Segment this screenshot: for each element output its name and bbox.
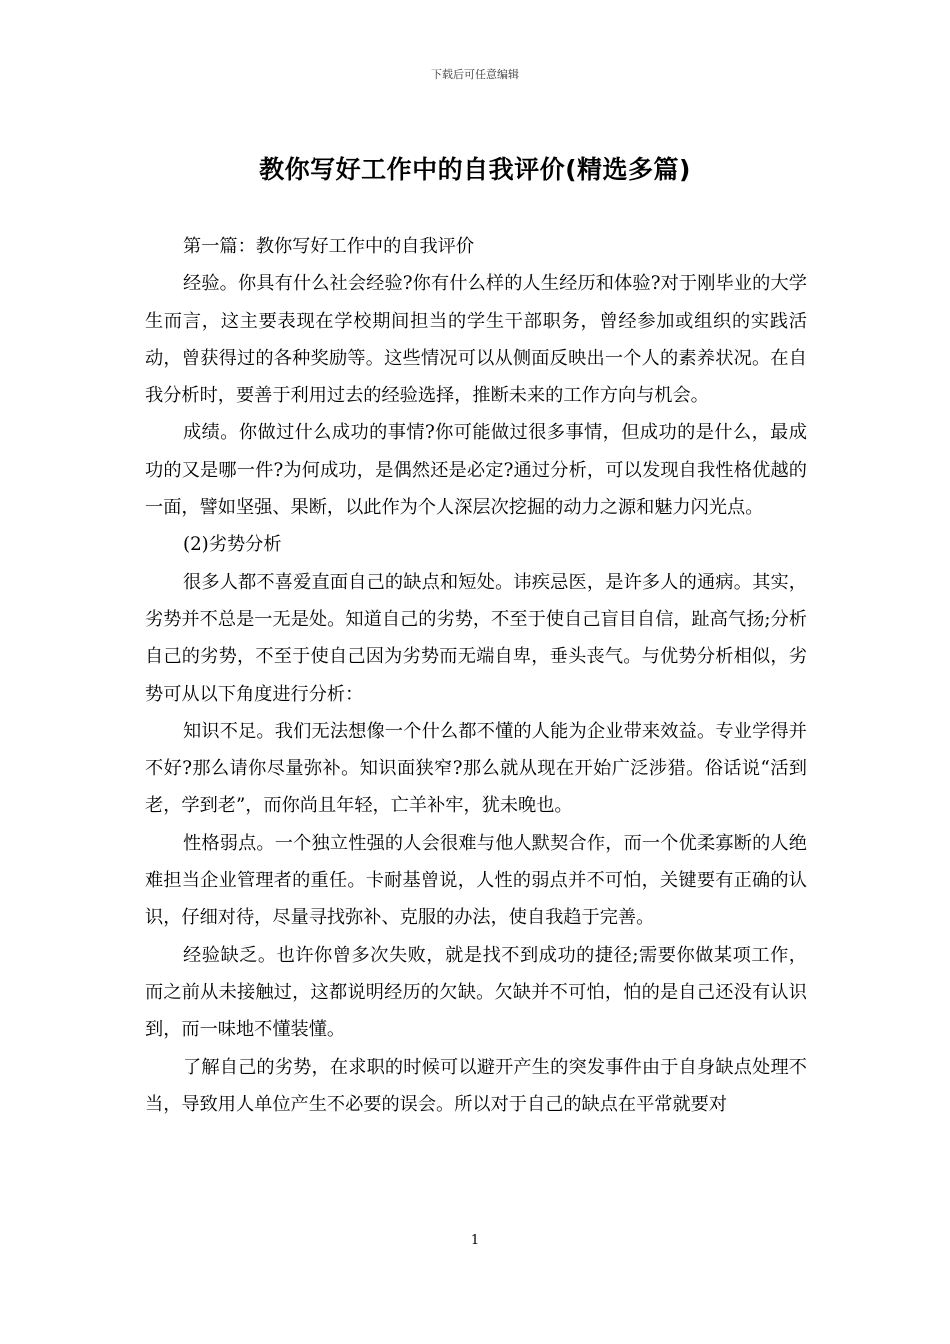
paragraph-achievements: 成绩。你做过什么成功的事情?你可能做过很多事情，但成功的是什么，最成功的又是哪一件?为何成功，是偶然还是必定?通过分析，可以发现自我性格优越的一面，譬如坚强、果断，以此作为个人深层次挖掘的动力之源和魅力闪光点。	[145, 422, 807, 519]
document-body	[145, 228, 807, 1123]
paragraph-personality: 性格弱点。一个独立性强的人会很难与他人默契合作，而一个优柔寡断的人绝难担当企业管理者的重任。卡耐基曾说，人性的弱点并不可怕，关键要有正确的认识，仔细对待，尽量寻找弥补、克服的办法，使自我趋于完善。	[145, 832, 807, 929]
paragraph-understanding: 了解自己的劣势，在求职的时候可以避开产生的突发事件由于自身缺点处理不当，导致用人单位产生不必要的误会。所以对于自己的缺点在平常就要对	[145, 1056, 807, 1115]
paragraph-weakness-intro: 很多人都不喜爱直面自己的缺点和短处。讳疾忌医，是许多人的通病。其实，劣势并不总是一无是处。知道自己的劣势，不至于使自己盲目自信，趾高气扬;分析自己的劣势，不至于使自己因为劣势而无端自卑，垂头丧气。与优势分析相似，劣势可从以下角度进行分析：	[145, 571, 807, 705]
paragraph-experience: 经验。你具有什么社会经验?你有什么样的人生经历和体验?对于刚毕业的大学生而言，这主要表现在学校期间担当的学生干部职务，曾经参加或组织的实践活动，曾获得过的各种奖励等。这些情况可以从侧面反映出一个人的素养状况。在自我分析时，要善于利用过去的经验选择，推断未来的工作方向与机会。	[145, 273, 807, 407]
paragraph-weakness-heading: (2)劣势分析	[183, 534, 282, 556]
document-title: 教你写好工作中的自我评价(精选多篇)	[259, 155, 691, 184]
header-note: 下载后可任意编辑	[431, 68, 519, 81]
paragraph-section-heading: 第一篇：教你写好工作中的自我评价	[183, 236, 475, 257]
page-number: 1	[470, 1233, 480, 1248]
paragraph-inexperience: 经验缺乏。也许你曾多次失败，就是找不到成功的捷径;需要你做某项工作，而之前从未接触过，这都说明经历的欠缺。欠缺并不可怕，怕的是自己还没有认识到，而一味地不懂装懂。	[145, 944, 807, 1041]
paragraph-knowledge: 知识不足。我们无法想像一个什么都不懂的人能为企业带来效益。专业学得并不好?那么请你尽量弥补。知识面狭窄?那么就从现在开始广泛涉猎。俗话说“活到老，学到老”，而你尚且年轻，亡羊补牢，犹未晚也。	[145, 720, 807, 817]
